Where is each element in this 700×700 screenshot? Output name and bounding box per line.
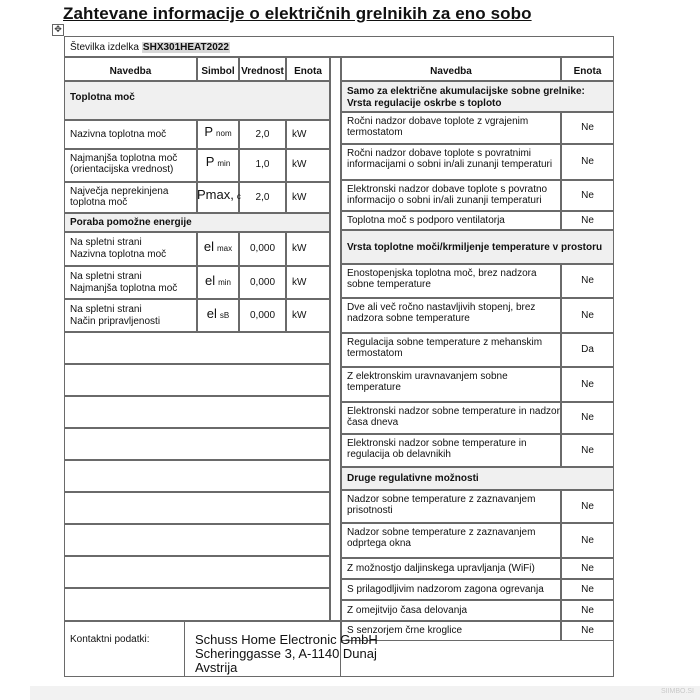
left-col-vrednost: Vrednost xyxy=(241,66,284,77)
type-row-value: Ne xyxy=(581,310,594,321)
type-row-label: Enostopenjska toplotna moč, brez nadzora xyxy=(347,268,537,279)
left-section-heat-label: Toplotna moč xyxy=(70,92,135,103)
type-row-label-2: temperature xyxy=(347,382,401,393)
type-row-label-2: nadzora sobne temperature xyxy=(347,313,470,324)
left-empty-row xyxy=(64,460,330,492)
type-row-label-2: regulacija ob delavnikih xyxy=(347,449,451,460)
other-row-label: Nadzor sobne temperature z zaznavanjem xyxy=(347,527,536,538)
footer-strip xyxy=(30,686,700,700)
aux-row-value: 0,000 xyxy=(249,310,276,321)
left-col-navedba: Navedba xyxy=(109,66,152,77)
heat-row-label: Nazivna toplotna moč xyxy=(70,129,167,140)
accum-row-value: Ne xyxy=(581,122,594,133)
type-row-value: Ne xyxy=(581,275,594,286)
accum-row-value: Ne xyxy=(581,156,594,167)
aux-row-symbol-main: el xyxy=(203,239,214,254)
aux-row-unit: kW xyxy=(292,310,307,321)
left-col-enota: Enota xyxy=(294,66,322,77)
other-row-value: Ne xyxy=(581,584,594,595)
aux-row-symbol-sub: max xyxy=(217,244,233,253)
aux-row-label-2: Nazivna toplotna moč xyxy=(70,249,167,260)
type-row-value: Ne xyxy=(581,379,594,390)
aux-row-symbol-main: el xyxy=(206,306,217,321)
heat-row-unit: kW xyxy=(292,159,307,170)
accum-row-label: Ročni nadzor dobave toplote s povratnimi xyxy=(347,148,531,159)
left-empty-row xyxy=(64,492,330,524)
accum-row-label-2: informacijami o sobni in/ali zunanji temperaturi xyxy=(347,159,553,170)
other-row-value: Ne xyxy=(581,535,594,546)
info-table xyxy=(64,36,614,677)
accum-row-label: Ročni nadzor dobave toplote z vgrajenim xyxy=(347,116,529,127)
other-row-label-2: odprtega okna xyxy=(347,538,411,549)
contact-line: Scheringgasse 3, A-1140 Dunaj xyxy=(195,646,377,661)
heat-row-label: Največja neprekinjena xyxy=(70,186,169,197)
left-section-aux-label: Poraba pomožne energije xyxy=(70,217,192,228)
product-code: SHX301HEAT2022 xyxy=(142,42,229,53)
table-gutter xyxy=(330,57,341,621)
aux-row-symbol-sub: sB xyxy=(219,311,230,320)
aux-row-unit: kW xyxy=(292,277,307,288)
accum-row-label-2: informacijo o sobni in/ali zunanji temperaturi xyxy=(347,195,542,206)
table-move-icon[interactable]: ✥ xyxy=(52,24,64,36)
heat-row-unit: kW xyxy=(292,129,307,140)
other-row-label: Z omejitvijo časa delovanja xyxy=(347,605,468,616)
right-accum-heading-2: Vrsta regulacije oskrbe s toploto xyxy=(347,98,502,109)
heat-row-symbol-main: P xyxy=(205,154,215,169)
heat-row-symbol-sub: min xyxy=(217,159,231,168)
other-row-label-2: prisotnosti xyxy=(347,505,393,516)
type-row-label: Elektronski nadzor sobne temperature in xyxy=(347,438,527,449)
aux-row-symbol-main: el xyxy=(204,273,216,288)
heat-row-unit: kW xyxy=(292,192,307,203)
other-row-label: S prilagodljivim nadzorom zagona ogrevanja xyxy=(347,584,544,595)
left-empty-row xyxy=(64,428,330,460)
right-other-heading: Druge regulativne možnosti xyxy=(347,473,479,484)
aux-row-label: Na spletni strani xyxy=(70,304,142,315)
other-row-value: Ne xyxy=(581,563,594,574)
other-row-value: Ne xyxy=(581,605,594,616)
left-empty-row xyxy=(64,396,330,428)
type-row-label-2: sobne temperature xyxy=(347,279,431,290)
type-row-label: Z elektronskim uravnavanjem sobne xyxy=(347,371,508,382)
aux-row-unit: kW xyxy=(292,243,307,254)
product-label: Številka izdelka xyxy=(70,42,139,53)
left-empty-row xyxy=(64,588,330,621)
left-col-simbol: Simbol xyxy=(201,66,235,77)
heat-row-label-2: (orientacijska vrednost) xyxy=(70,164,174,175)
watermark: SIIMBO.SI xyxy=(660,688,694,695)
heat-row-value: 2,0 xyxy=(255,192,270,203)
product-number xyxy=(70,42,230,54)
heat-row-value: 2,0 xyxy=(255,129,270,140)
other-row-label: Nadzor sobne temperature z zaznavanjem xyxy=(347,494,536,505)
other-row-value: Ne xyxy=(581,625,594,636)
right-type-heading: Vrsta toplotne moči/krmiljenje temperature v prostoru xyxy=(347,242,603,253)
aux-row-value: 0,000 xyxy=(249,243,276,254)
right-accum-heading-1: Samo za električne akumulacijske sobne grelnike: xyxy=(347,86,585,97)
left-empty-row xyxy=(64,556,330,588)
contact-line: Avstrija xyxy=(195,660,238,675)
type-row-value: Ne xyxy=(581,445,594,456)
type-row-value: Da xyxy=(581,344,594,355)
aux-row-symbol xyxy=(197,241,239,255)
accum-row-label: Toplotna moč s podporo ventilatorja xyxy=(347,215,505,226)
left-empty-row xyxy=(64,364,330,396)
type-row-label: Dve ali več ročno nastavljivih stopenj, brez xyxy=(347,302,536,313)
aux-row-label: Na spletni strani xyxy=(70,271,142,282)
aux-row-symbol xyxy=(197,275,239,289)
left-empty-row xyxy=(64,524,330,556)
heat-row-symbol xyxy=(197,156,239,170)
left-empty-row xyxy=(64,332,330,364)
aux-row-value: 0,000 xyxy=(249,277,276,288)
heat-row-value: 1,0 xyxy=(255,159,270,170)
aux-row-symbol xyxy=(197,308,239,322)
type-row-label: Regulacija sobne temperature z mehanskim xyxy=(347,337,543,348)
page-title: Zahtevane informacije o električnih grelnikih za eno sobo xyxy=(63,4,532,23)
type-row-label-2: časa dneva xyxy=(347,417,399,428)
type-row-label: Elektronski nadzor sobne temperature in nadzor xyxy=(347,406,560,417)
aux-row-label-2: Način pripravljenosti xyxy=(70,316,161,327)
heat-row-symbol-main: Pmax, xyxy=(197,187,234,202)
other-row-label: Z možnostjo daljinskega upravljanja (WiFi) xyxy=(347,563,535,574)
accum-row-value: Ne xyxy=(581,215,594,226)
heat-row-label-2: toplotna moč xyxy=(70,197,128,208)
right-col-enota: Enota xyxy=(573,66,602,77)
heat-row-symbol-main: P xyxy=(204,124,214,139)
type-row-label-2: termostatom xyxy=(347,348,403,359)
accum-row-label-2: termostatom xyxy=(347,127,403,138)
accum-row-value: Ne xyxy=(581,190,594,201)
contact-line: Schuss Home Electronic GmbH xyxy=(195,632,378,647)
accum-row-label: Elektronski nadzor dobave toplote s povratno xyxy=(347,184,548,195)
right-col-navedba: Navedba xyxy=(430,66,472,77)
contact-label: Kontaktni podatki: xyxy=(70,634,150,645)
type-row-value: Ne xyxy=(581,412,594,423)
heat-row-label: Najmanjša toplotna moč xyxy=(70,153,178,164)
other-row-value: Ne xyxy=(581,501,594,512)
aux-row-label-2: Najmanjša toplotna moč xyxy=(70,283,178,294)
heat-row-symbol-sub: nom xyxy=(216,129,232,138)
heat-row-symbol xyxy=(197,189,239,203)
aux-row-symbol-sub: min xyxy=(218,278,231,287)
other-row-label: S senzorjem črne kroglice xyxy=(347,625,463,636)
heat-row-symbol xyxy=(197,126,239,140)
heat-row-symbol-sub: c xyxy=(236,192,241,201)
aux-row-label: Na spletni strani xyxy=(70,237,142,248)
